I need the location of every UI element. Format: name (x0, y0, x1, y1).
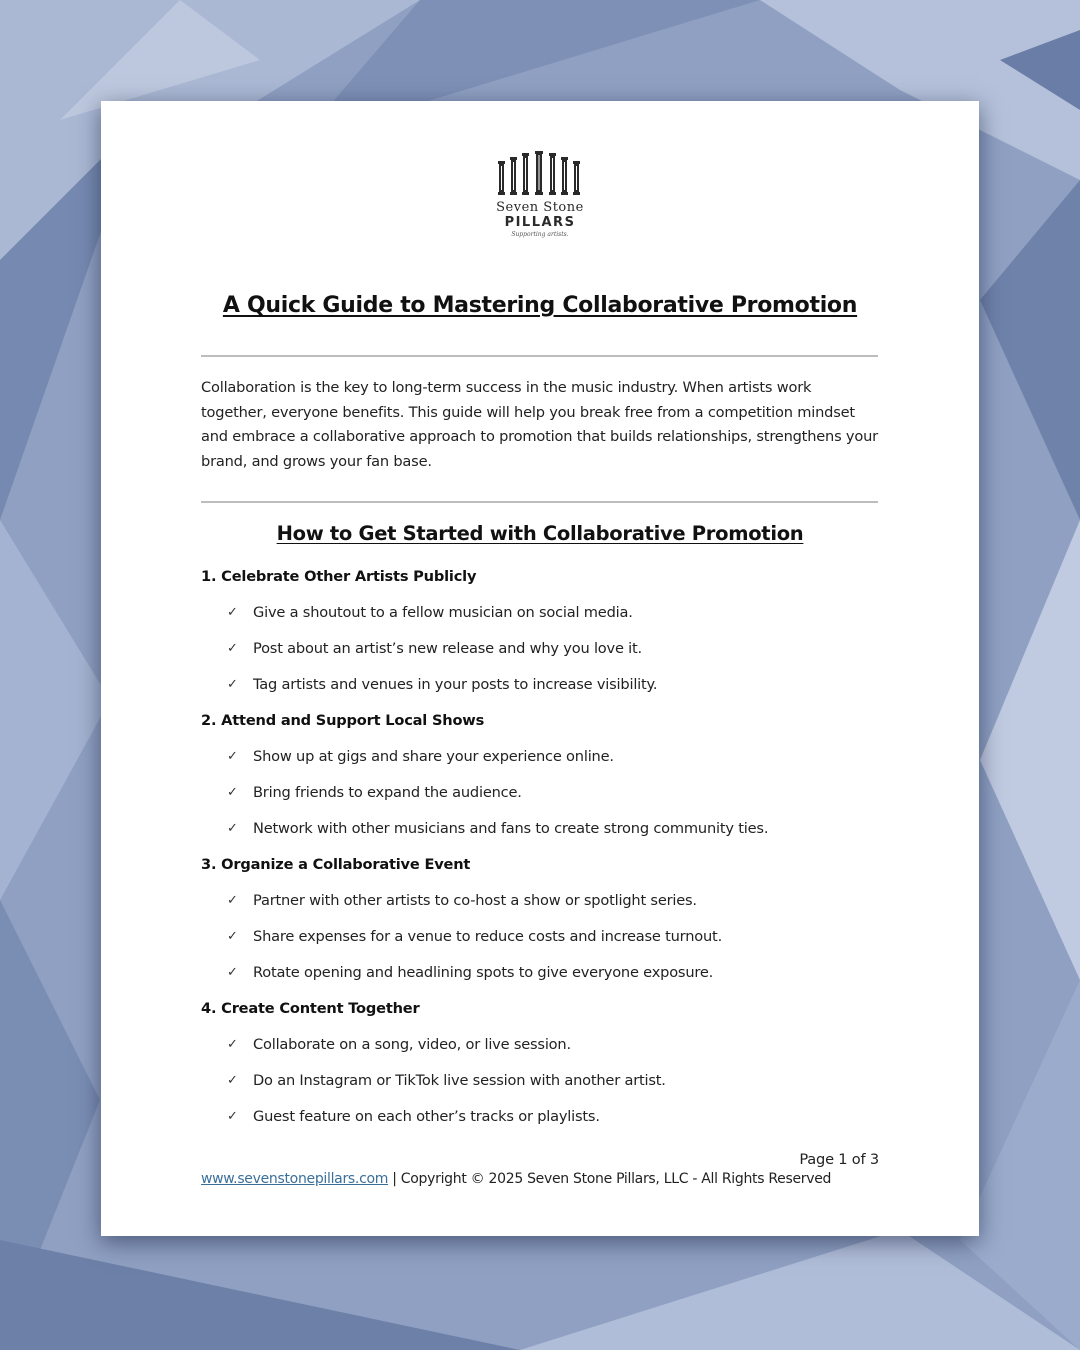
logo-name-line1: Seven Stone (496, 200, 584, 215)
pillars-icon (494, 151, 586, 197)
check-icon: ✓ (227, 1073, 238, 1088)
copyright-text: | Copyright © 2025 Seven Stone Pillars, LLC - All Rights Reserved (388, 1171, 832, 1187)
list-item (201, 818, 901, 854)
page-number: Page 1 of 3 (799, 1151, 879, 1168)
check-icon: ✓ (227, 965, 238, 980)
list-item (201, 962, 901, 998)
steps-list (201, 566, 901, 1142)
website-link[interactable]: www.sevenstonepillars.com (201, 1171, 389, 1187)
logo-tagline: Supporting artists. (511, 231, 569, 238)
check-icon: ✓ (227, 1109, 238, 1124)
logo-name-line2: PILLARS (504, 215, 576, 230)
list-item (201, 926, 901, 962)
step-heading: 3. Organize a Collaborative Event (201, 856, 471, 873)
check-icon: ✓ (227, 893, 238, 908)
list-item-text: Collaborate on a song, video, or live session. (253, 1036, 571, 1053)
list-item-text: Give a shoutout to a fellow musician on social media. (253, 604, 633, 621)
document-title: A Quick Guide to Mastering Collaborative Promotion (222, 293, 858, 318)
step-heading: 2. Attend and Support Local Shows (201, 712, 485, 729)
list-item-text: Rotate opening and headlining spots to give everyone exposure. (253, 964, 714, 981)
divider-top (201, 355, 878, 357)
list-item-text: Show up at gigs and share your experience online. (253, 748, 614, 765)
list-item-text: Do an Instagram or TikTok live session with another artist. (253, 1072, 666, 1089)
list-item-text: Bring friends to expand the audience. (253, 784, 522, 801)
check-icon: ✓ (227, 785, 238, 800)
check-icon: ✓ (227, 821, 238, 836)
check-icon: ✓ (227, 605, 238, 620)
footer (201, 1171, 831, 1187)
list-item (201, 890, 901, 926)
check-icon: ✓ (227, 641, 238, 656)
list-item-text: Tag artists and venues in your posts to increase visibility. (253, 676, 658, 693)
list-item (201, 1034, 901, 1070)
list-item-text: Network with other musicians and fans to create strong community ties. (253, 820, 769, 837)
list-item-text: Share expenses for a venue to reduce costs and increase turnout. (253, 928, 723, 945)
list-item (201, 674, 901, 710)
check-icon: ✓ (227, 929, 238, 944)
list-item-text: Post about an artist’s new release and why you love it. (253, 640, 642, 657)
divider-middle (201, 501, 878, 503)
check-icon: ✓ (227, 677, 238, 692)
document-page (101, 101, 979, 1236)
list-item (201, 638, 901, 674)
check-icon: ✓ (227, 1037, 238, 1052)
check-icon: ✓ (227, 749, 238, 764)
intro-paragraph: Collaboration is the key to long-term success in the music industry. When artists work together, everyone benefits. This guide will help you break free from a competition mindset and embrace a collaborative approach to promotion that builds relationships, strengthens your brand, and grows your fan base. (201, 379, 878, 470)
list-item-text: Guest feature on each other’s tracks or playlists. (253, 1108, 600, 1125)
step-heading: 4. Create Content Together (201, 1000, 420, 1017)
list-item-text: Partner with other artists to co-host a show or spotlight series. (253, 892, 697, 909)
list-item (201, 602, 901, 638)
list-item (201, 1106, 901, 1142)
list-item (201, 746, 901, 782)
step-heading: 1. Celebrate Other Artists Publicly (201, 568, 477, 585)
list-item (201, 1070, 901, 1106)
company-logo (101, 151, 979, 240)
list-item (201, 782, 901, 818)
section-title: How to Get Started with Collaborative Promotion (276, 522, 804, 545)
